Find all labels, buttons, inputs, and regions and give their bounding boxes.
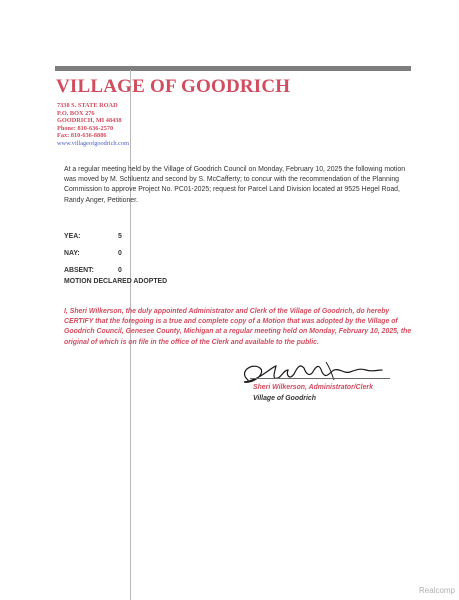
watermark: Realcomp [418, 586, 455, 595]
phone-line: Phone: 810-636-2570 [57, 124, 114, 132]
letterhead-address [57, 102, 129, 148]
vote-label: ABSENT: [64, 267, 94, 274]
vote-tally [64, 228, 122, 279]
fax-line: Fax: 810-636-8886 [57, 132, 107, 140]
address-line: GOODRICH, MI 48438 [57, 117, 122, 125]
vote-value: 0 [118, 250, 122, 257]
signature-line [250, 378, 390, 379]
vote-row-absent [64, 262, 122, 279]
letterhead-title: VILLAGE OF GOODRICH [56, 76, 291, 97]
clerk-certification: I, Sheri Wilkerson, the duly appointed Administrator and Clerk of the Village of Goodrich, do hereby CERTIFY that the foregoing is a true and complete copy of a Motion that was adopted by the Village of Goodrich Council, Genesee County, Michigan at a regular meeting held on Monday, February 10, 2025, the original of which is on file in the office of the Clerk and available to the public. [64, 308, 412, 346]
vote-value: 5 [118, 233, 122, 240]
website-link[interactable]: www.villageofgoodrich.com [57, 139, 129, 147]
signer-organization: Village of Goodrich [253, 395, 316, 402]
signer-block [253, 382, 373, 404]
address-line: 7338 S. STATE ROAD [57, 102, 118, 109]
vote-label: NAY: [64, 250, 80, 257]
motion-declaration: MOTION DECLARED ADOPTED [64, 278, 168, 285]
signer-name-title: Sheri Wilkerson, Administrator/Clerk [253, 384, 373, 391]
vote-row-yea [64, 228, 122, 245]
vote-value: 0 [118, 267, 122, 274]
header-rule [55, 66, 411, 71]
vote-row-nay [64, 245, 122, 262]
vote-label: YEA: [64, 233, 81, 240]
address-line: P.O. BOX 276 [57, 109, 95, 117]
motion-text: At a regular meeting held by the Village of Goodrich Council on Monday, February 10, 2025 the following motion was moved by M. Schluentz and second by S. McCafferty; to concur with the recommendation of the Planning Commission to approve Project No. PC01-2025; request for Parcel Land Division located at 9525 Hegel Road, Randy Anger, Petitioner. [64, 166, 406, 204]
